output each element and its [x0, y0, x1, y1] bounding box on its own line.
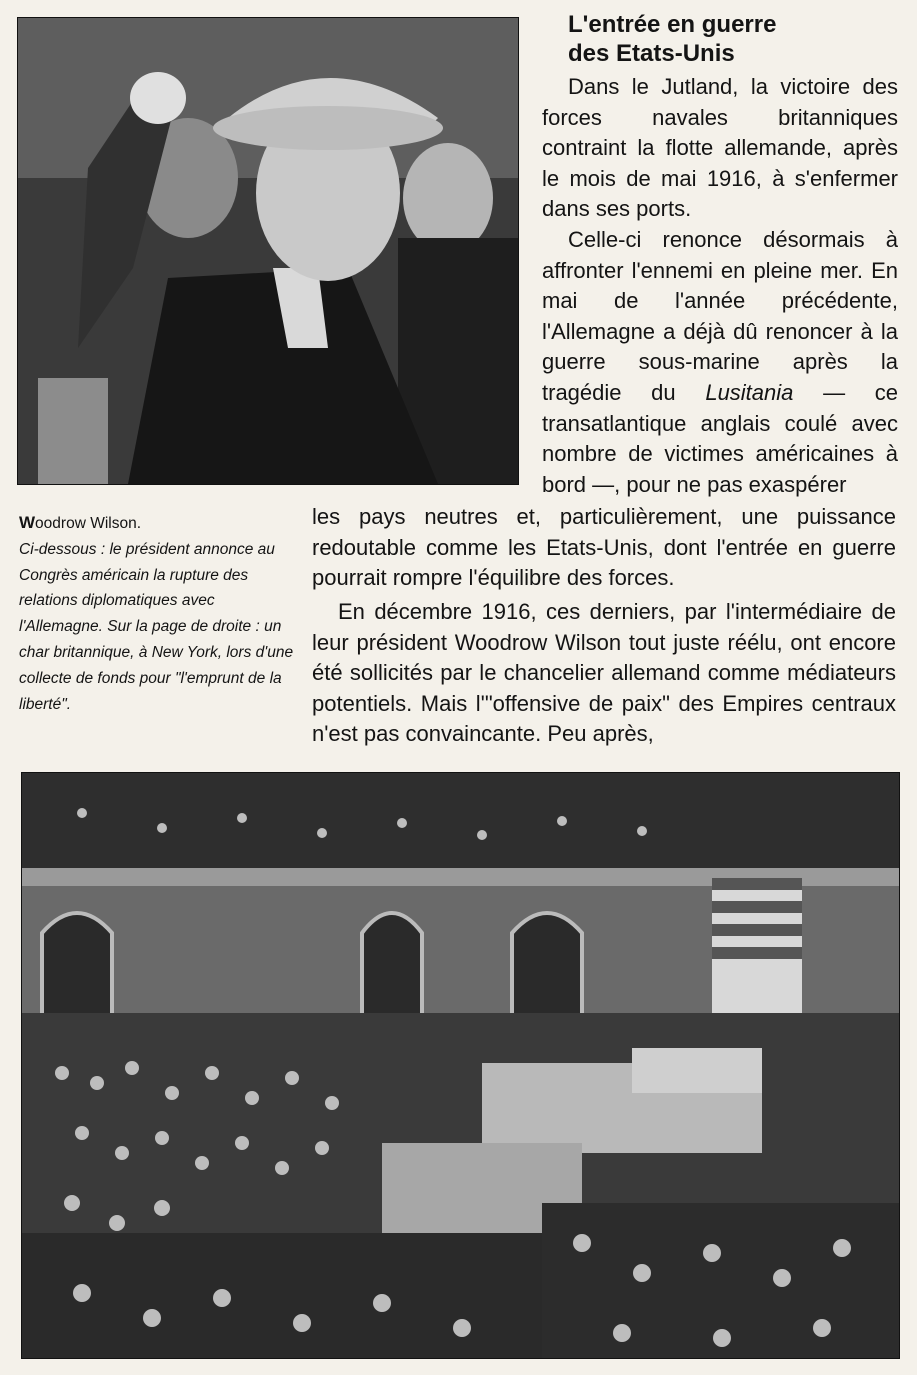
wilson-photo: [17, 17, 519, 485]
article-heading: [568, 10, 898, 68]
caption-text: Ci-dessous : le président annonce au Congrès américain la rupture des relations diplomatiques avec l'Allemagne. Sur la page de droite : un char britannique, à New York, lors d'une collecte de fonds pour "l'emprunt de la liberté".: [19, 540, 294, 713]
paragraph-2-continued: les pays neutres et, particulièrement, une puissance redoutable comme les Etats-Unis, dont l'entrée en guerre pourrait rompre l'équilibre des forces.: [312, 504, 896, 591]
caption-lead: [19, 515, 141, 532]
heading-line-1: L'entrée en guerre: [568, 11, 777, 38]
heading-line-2: des Etats-Unis: [568, 40, 735, 67]
congress-photo: [21, 772, 900, 1359]
photo-caption: [19, 510, 294, 717]
paragraph-3: En décembre 1916, ces derniers, par l'intermédiaire de leur président Woodrow Wilson tout juste réélu, ont encore été sollicités par le chancelier allemand comme médiateurs potentiels. Mais l'"offensive de paix" des Empires centraux n'est pas convaincante. Peu après,: [312, 599, 896, 747]
caption-initial: W: [19, 513, 36, 532]
paragraph-1: Dans le Jutland, la victoire des forces navales britanniques contraint la flotte allemande, après le mois de mai 1916, à s'enfermer dans ses ports.: [542, 74, 898, 222]
paragraph-2: [542, 225, 898, 500]
caption-name: oodrow Wilson.: [35, 515, 142, 532]
paragraph-2-text-b: — ce transatlantique anglais coulé avec nombre de victimes américaines à bord —, pour ne pas exaspérer: [542, 379, 898, 497]
paragraph-2-text-a: Celle-ci renonce désormais à affronter l'ennemi en pleine mer. En mai de l'année précédente, l'Allemagne a déjà dû renoncer à la guerre sous-marine après la tragédie du: [542, 227, 898, 405]
lusitania-italic: Lusitania: [705, 379, 794, 405]
